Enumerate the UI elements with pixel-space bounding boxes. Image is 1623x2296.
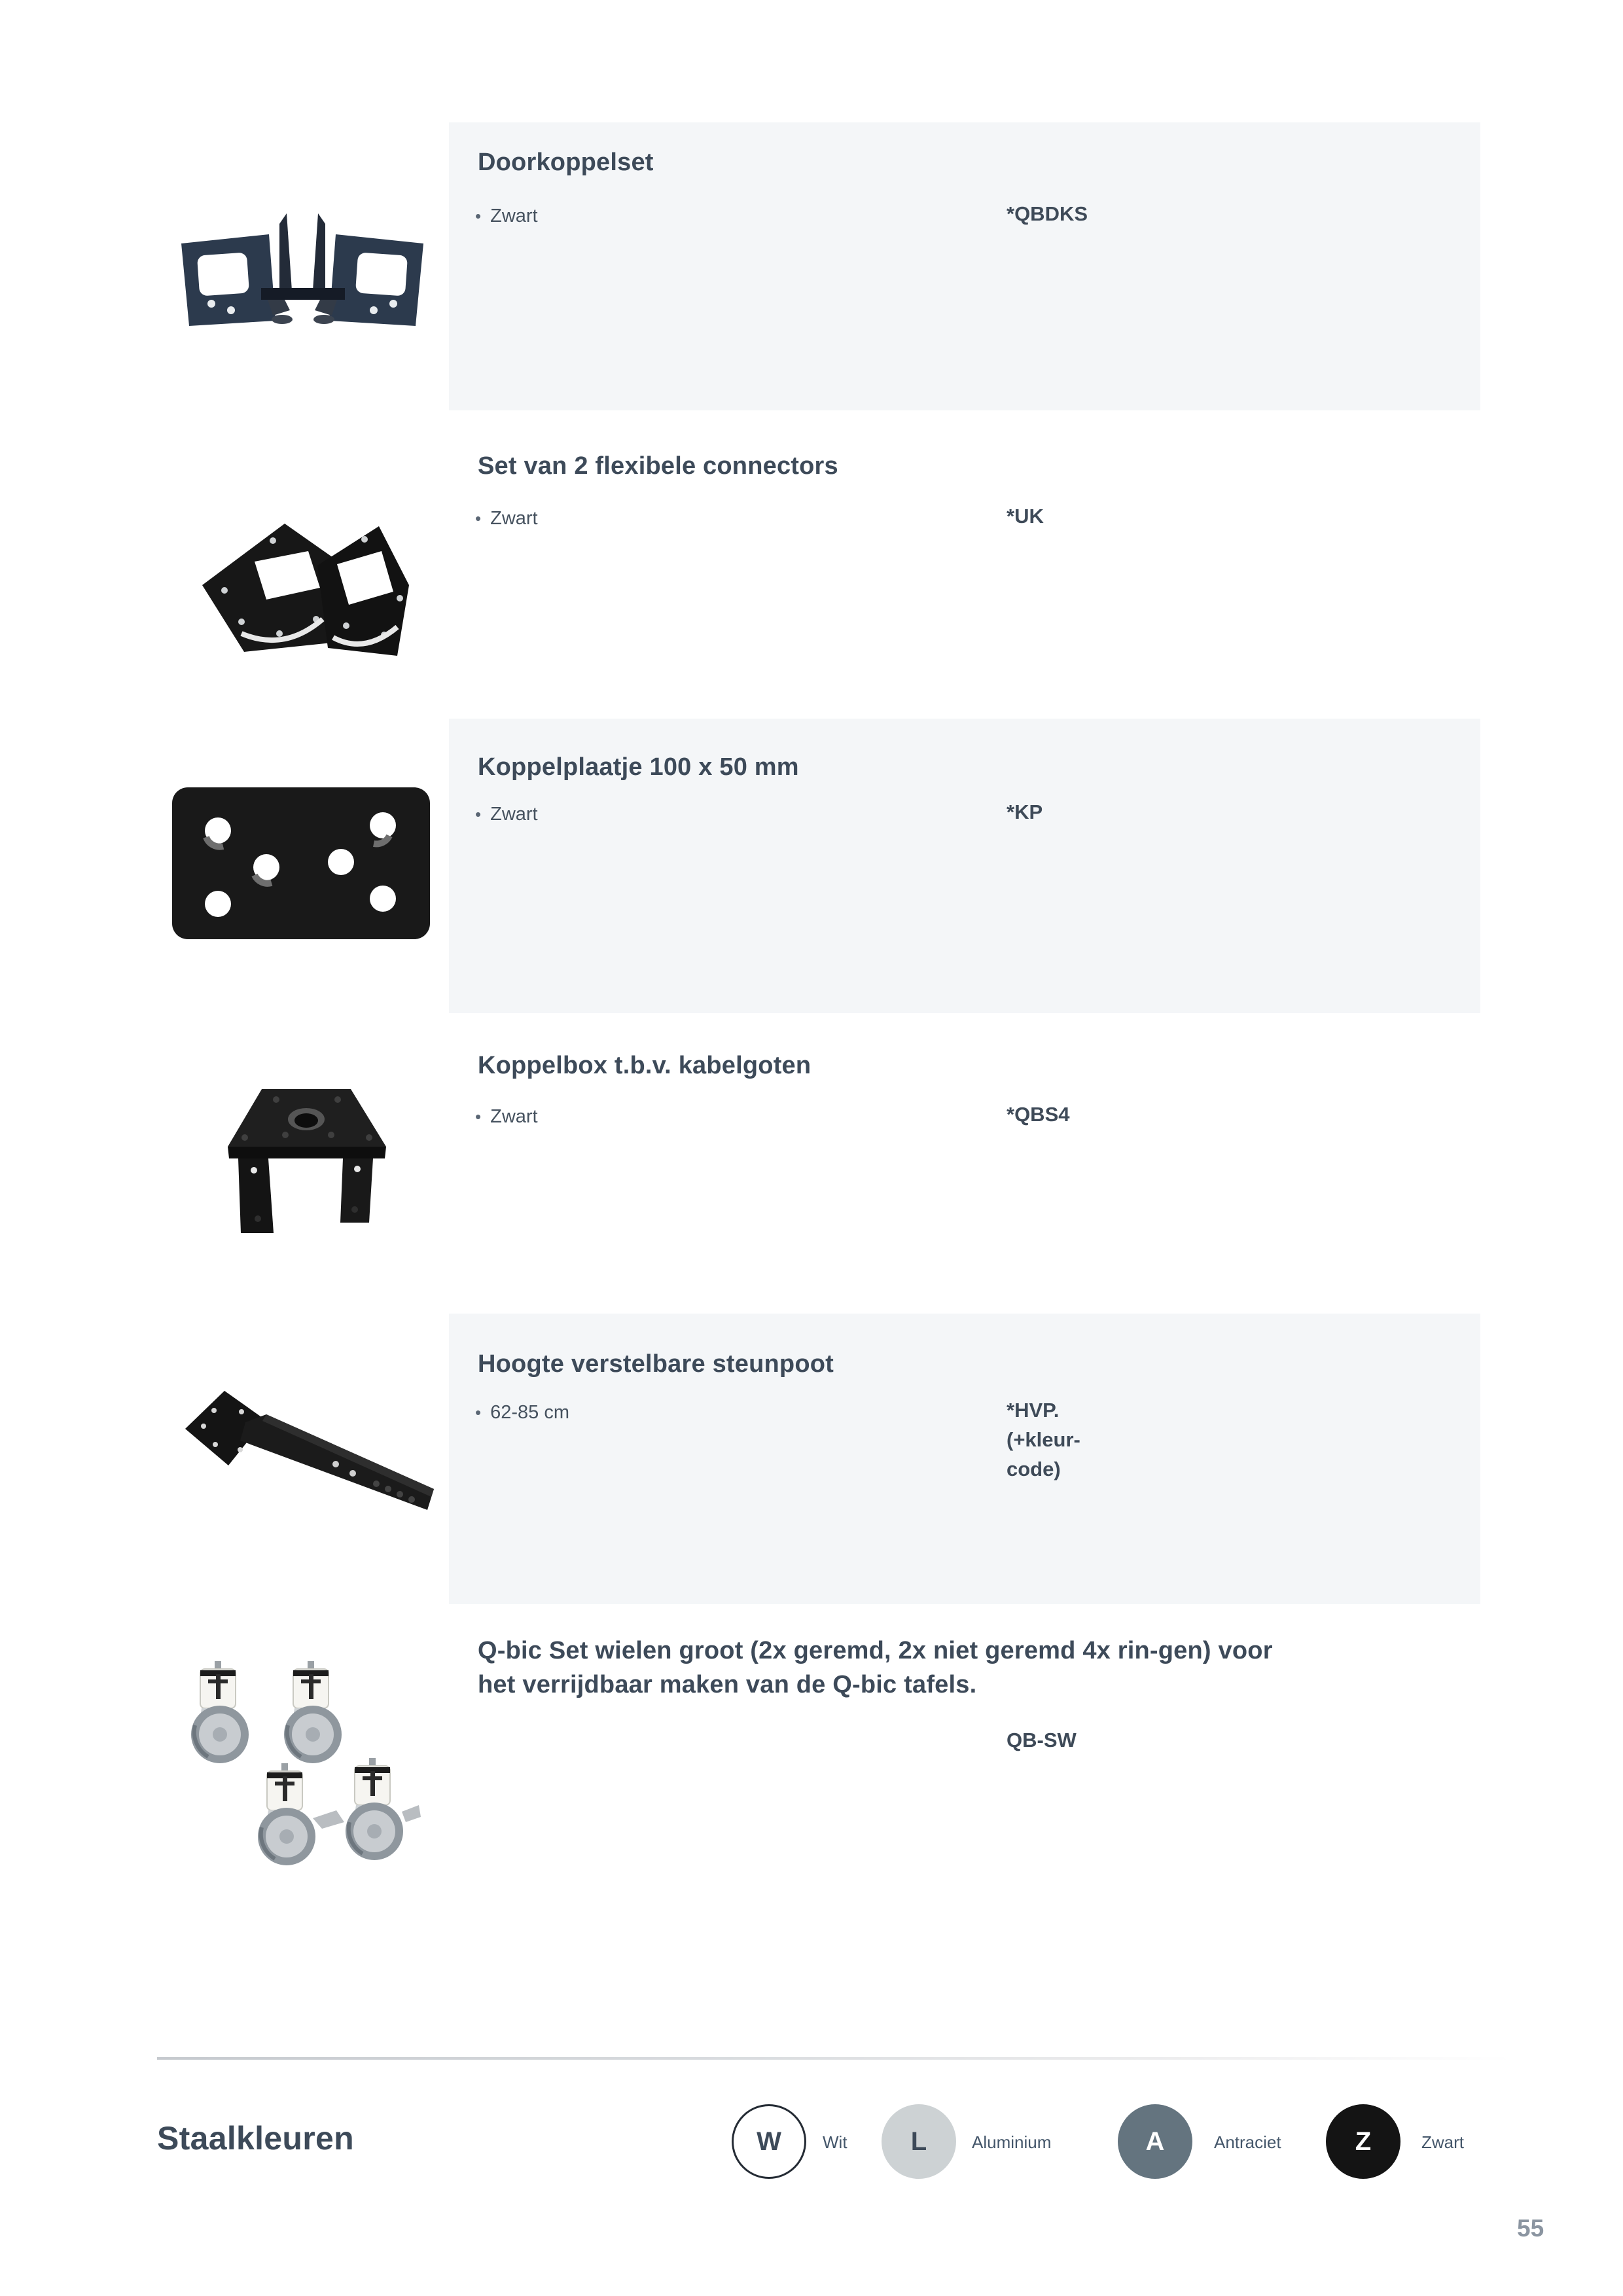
product-code: *UK	[1007, 505, 1044, 528]
swatch-letter: W	[757, 2126, 781, 2156]
product-title: Q-bic Set wielen groot (2x geremd, 2x niet geremd 4x rin-gen) voor het verrijdbaar maken van de Q-bic tafels.	[478, 1637, 1273, 1698]
product-option-row	[475, 1103, 538, 1130]
product-title: Doorkoppelset	[478, 149, 654, 176]
product-option-row	[475, 203, 538, 229]
product-option-row	[475, 505, 538, 531]
bullet: •	[475, 1107, 482, 1126]
product-option: Zwart	[490, 206, 538, 226]
product-option: Zwart	[490, 804, 538, 825]
bullet: •	[475, 206, 482, 226]
product-title: Hoogte verstelbare steunpoot	[478, 1350, 834, 1378]
product-option: 62-85 cm	[490, 1402, 569, 1423]
swatch-label: Aluminium	[972, 2132, 1052, 2152]
product-title: Koppelbox t.b.v. kabelgoten	[478, 1052, 812, 1079]
product-option: Zwart	[490, 508, 538, 529]
product-option-row	[475, 801, 538, 827]
separator-line	[157, 2057, 1512, 2060]
product-image-steunpoot	[177, 1387, 435, 1513]
product-title: Set van 2 flexibele connectors	[478, 452, 838, 480]
color-swatch-aluminium	[882, 2104, 956, 2179]
swatch-letter: L	[910, 2126, 927, 2156]
bullet: •	[475, 509, 482, 528]
product-code: *KP	[1007, 800, 1043, 823]
page-number: 55	[1517, 2215, 1544, 2242]
swatch-label: Zwart	[1421, 2132, 1464, 2152]
swatch-letter: Z	[1355, 2126, 1372, 2156]
bullet: •	[475, 804, 482, 824]
swatch-label: Antraciet	[1214, 2132, 1281, 2152]
product-title: Koppelplaatje 100 x 50 mm	[478, 753, 799, 781]
product-image-koppelplaatje	[167, 782, 435, 944]
product-image-doorkoppelset	[169, 204, 435, 332]
product-image-wielen	[185, 1660, 421, 1867]
bullet: •	[475, 1403, 482, 1422]
product-image-koppelbox	[221, 1077, 391, 1240]
color-swatch-wit	[732, 2104, 806, 2179]
product-code: *HVP. (+kleur-code)	[1007, 1399, 1080, 1480]
swatch-label: Wit	[823, 2132, 847, 2152]
product-code: *QBS4	[1007, 1103, 1070, 1126]
product-image-connectors	[181, 487, 418, 679]
product-code: QB-SW	[1007, 1729, 1077, 1751]
product-option-row	[475, 1399, 569, 1426]
footer-heading: Staalkleuren	[157, 2120, 354, 2157]
swatch-letter: A	[1145, 2126, 1165, 2156]
color-swatch-antraciet	[1118, 2104, 1192, 2179]
product-code: *QBDKS	[1007, 202, 1088, 225]
color-swatch-zwart	[1326, 2104, 1400, 2179]
product-option: Zwart	[490, 1106, 538, 1127]
